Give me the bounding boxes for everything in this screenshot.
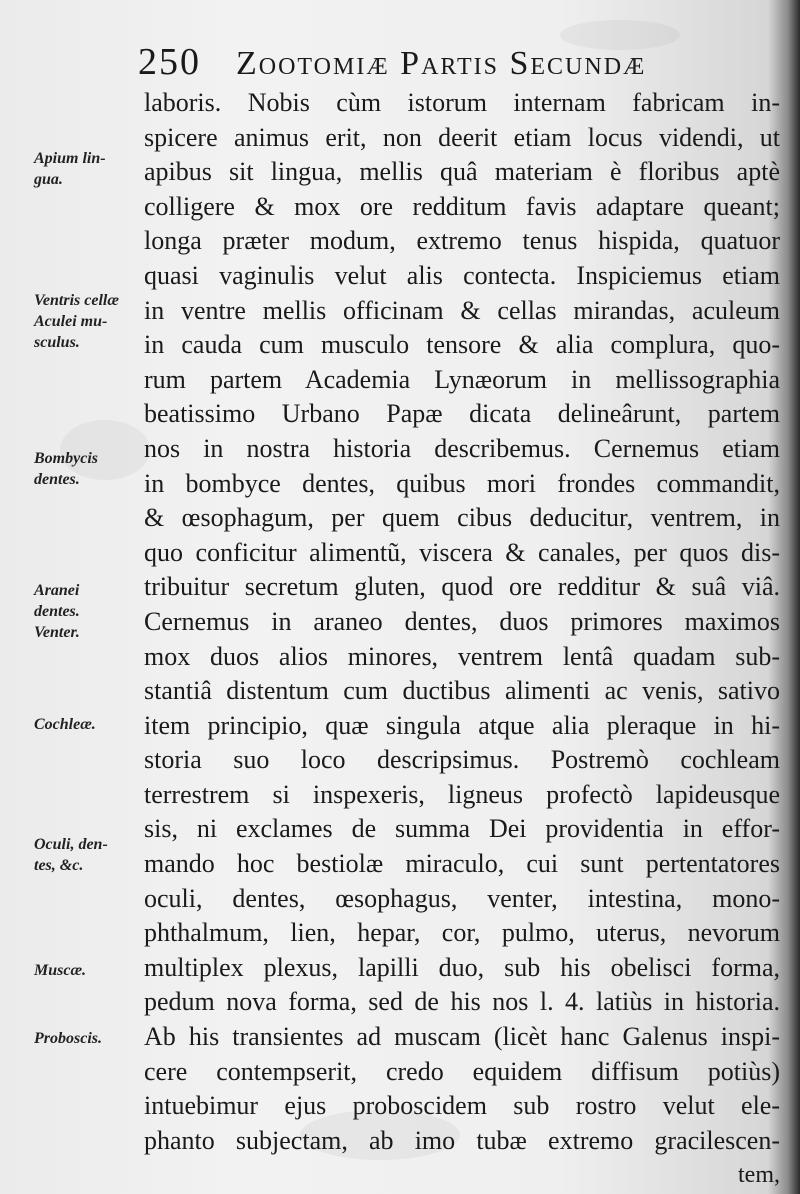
text-line: sis, ni exclames de summa Dei providentia in effor-	[144, 814, 780, 844]
margin-note-oculi: Oculi, den- tes, &c.	[34, 836, 108, 874]
catchword: tem,	[738, 1162, 780, 1189]
text-line: in cauda cum musculo tensore & alia complura, quo-	[144, 330, 780, 360]
text-line: laboris. Nobis cùm istorum internam fabricam in-	[144, 88, 780, 117]
text-line: beatissimo Urbano Papæ dicata delineârunt, partem	[144, 399, 780, 429]
text-line: item principio, quæ singula atque alia pleraque in hi-	[144, 710, 780, 740]
text-line: tribuitur secretum gluten, quod ore redditur & suâ viâ.	[144, 572, 780, 602]
text-line: in ventre mellis officinam & cellas mirandas, aculeum	[144, 295, 780, 325]
text-line: Ab his transientes ad muscam (licèt hanc Galenus inspi-	[144, 1022, 780, 1052]
text-line: Cernemus in araneo dentes, duos primores maximos	[144, 606, 780, 636]
text-line: apibus sit lingua, mellis quâ materiam è floribus aptè	[144, 157, 780, 187]
text-line: phthalmum, lien, hepar, cor, pulmo, uterus, nevorum	[144, 918, 780, 948]
body-text	[144, 86, 780, 1193]
text-line: phanto subjectam, ab imo tubæ extremo gracilescen-	[144, 1125, 780, 1155]
text-line: terrestrem si inspexeris, ligneus profectò lapideusque	[144, 779, 780, 809]
margin-note-proboscis: Proboscis.	[34, 1030, 102, 1047]
margin-note-apium: Apium lin- gua.	[34, 150, 106, 188]
text-line: oculi, dentes, œsophagus, venter, intestina, mono-	[144, 883, 780, 913]
text-line: pedum nova forma, sed de his nos l. 4. latiùs in historia.	[144, 987, 780, 1017]
text-line: & œsophagum, per quem cibus deducitur, ventrem, in	[144, 503, 780, 533]
text-line: stantiâ distentum cum ductibus alimenti ac venis, sativo	[144, 676, 780, 706]
text-line: intuebimur ejus proboscidem sub rostro velut ele-	[144, 1091, 780, 1121]
page-header	[138, 40, 758, 88]
running-head: Zootomiæ Partis Secundæ	[236, 45, 647, 82]
text-line: mando hoc bestiolæ miraculo, cui sunt pertentatores	[144, 849, 780, 879]
text-line: spicere animus erit, non deerit etiam locus videndi, ut	[144, 122, 780, 152]
text-line: storia suo loco descripsimus. Postremò cochleam	[144, 745, 780, 775]
text-line: in bombyce dentes, quibus mori frondes commandit,	[144, 468, 780, 498]
margin-note-ventris: Ventris cellæ Aculei mu- sculus.	[34, 292, 119, 351]
text-line: multiplex plexus, lapilli duo, sub his obelisci forma,	[144, 952, 780, 982]
text-line: colligere & mox ore redditum favis adaptare queant;	[144, 191, 780, 221]
text-line: mox duos alios minores, ventrem lentâ quadam sub-	[144, 641, 780, 671]
margin-note-bombycis: Bombycis dentes.	[34, 450, 98, 488]
page-number: 250	[138, 41, 201, 83]
text-line: longa præter modum, extremo tenus hispida, quatuor	[144, 226, 780, 256]
text-line: rum partem Academia Lynæorum in mellissographia	[144, 364, 780, 394]
text-line: quo conficitur alimentũ, viscera & canales, per quos dis-	[144, 537, 780, 567]
margin-note-muscae: Muscæ.	[34, 962, 87, 979]
margin-note-cochleae: Cochleæ.	[34, 716, 96, 733]
text-line: cere contempserit, credo equidem diffisum potiùs)	[144, 1056, 780, 1086]
text-line: quasi vaginulis velut alis contecta. Inspiciemus etiam	[144, 260, 780, 290]
text-line: nos in nostra historia describemus. Cernemus etiam	[144, 433, 780, 463]
margin-note-aranei: Aranei dentes. Venter.	[34, 582, 80, 641]
